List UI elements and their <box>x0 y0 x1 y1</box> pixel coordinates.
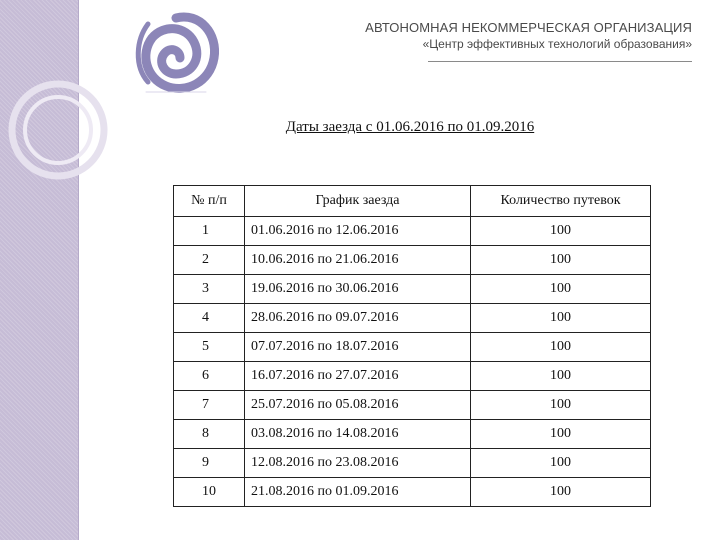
table-row <box>174 478 651 507</box>
organization-type: АВТОНОМНАЯ НЕКОММЕРЧЕСКАЯ ОРГАНИЗАЦИЯ <box>365 20 692 35</box>
table-row <box>174 304 651 333</box>
table-row <box>174 217 651 246</box>
row-number: 3 <box>174 275 245 304</box>
row-vouchers: 100 <box>471 362 651 391</box>
table-row <box>174 391 651 420</box>
row-dates: 19.06.2016 по 30.06.2016 <box>245 275 471 304</box>
row-dates: 01.06.2016 по 12.06.2016 <box>245 217 471 246</box>
table-row <box>174 420 651 449</box>
row-number: 9 <box>174 449 245 478</box>
row-dates: 12.08.2016 по 23.08.2016 <box>245 449 471 478</box>
row-number: 7 <box>174 391 245 420</box>
organization-name: «Центр эффективных технологий образования» <box>422 37 692 51</box>
row-vouchers: 100 <box>471 246 651 275</box>
header-divider <box>428 61 692 62</box>
decorative-arcs <box>0 0 260 200</box>
header-number: № п/п <box>174 186 245 217</box>
row-number: 8 <box>174 420 245 449</box>
row-number: 10 <box>174 478 245 507</box>
row-vouchers: 100 <box>471 304 651 333</box>
spiral-logo-icon <box>138 17 214 92</box>
table-row <box>174 333 651 362</box>
header-schedule: График заезда <box>245 186 471 217</box>
row-vouchers: 100 <box>471 420 651 449</box>
row-dates: 28.06.2016 по 09.07.2016 <box>245 304 471 333</box>
row-number: 4 <box>174 304 245 333</box>
table-row <box>174 275 651 304</box>
row-number: 2 <box>174 246 245 275</box>
row-dates: 21.08.2016 по 01.09.2016 <box>245 478 471 507</box>
table-header-row <box>174 186 651 217</box>
row-dates: 03.08.2016 по 14.08.2016 <box>245 420 471 449</box>
row-vouchers: 100 <box>471 217 651 246</box>
table-row <box>174 246 651 275</box>
organization-header <box>365 20 692 51</box>
table-row <box>174 362 651 391</box>
row-vouchers: 100 <box>471 275 651 304</box>
row-dates: 07.07.2016 по 18.07.2016 <box>245 333 471 362</box>
table-row <box>174 449 651 478</box>
row-vouchers: 100 <box>471 478 651 507</box>
row-vouchers: 100 <box>471 449 651 478</box>
row-number: 6 <box>174 362 245 391</box>
row-vouchers: 100 <box>471 391 651 420</box>
header-vouchers: Количество путевок <box>471 186 651 217</box>
row-dates: 25.07.2016 по 05.08.2016 <box>245 391 471 420</box>
row-number: 5 <box>174 333 245 362</box>
document-title: Даты заезда с 01.06.2016 по 01.09.2016 <box>285 119 535 135</box>
schedule-table <box>173 185 651 507</box>
row-vouchers: 100 <box>471 333 651 362</box>
row-dates: 10.06.2016 по 21.06.2016 <box>245 246 471 275</box>
row-dates: 16.07.2016 по 27.07.2016 <box>245 362 471 391</box>
row-number: 1 <box>174 217 245 246</box>
